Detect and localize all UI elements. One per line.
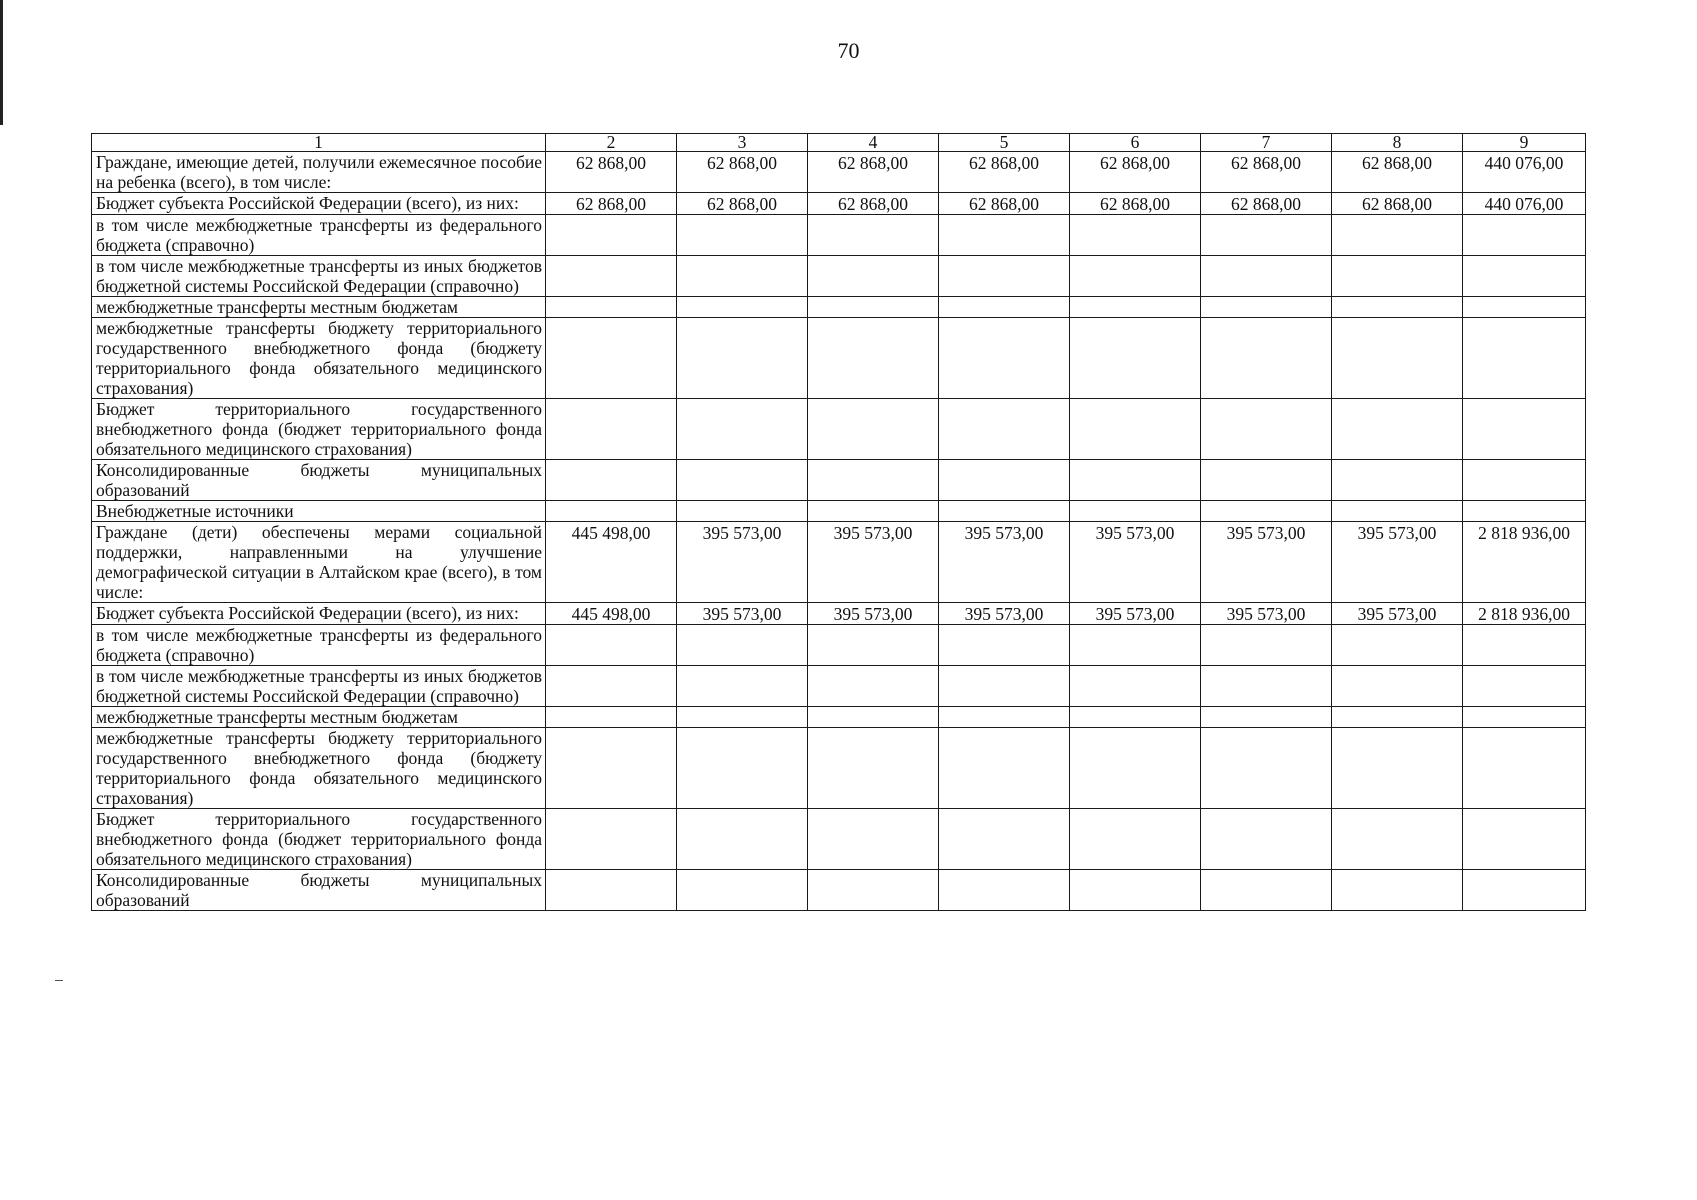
value-cell — [677, 399, 808, 460]
value-cell: 395 573,00 — [939, 603, 1070, 625]
value-cell — [1463, 318, 1586, 399]
row-label: Граждане (дети) обеспечены мерами социальной поддержки, направленными на улучшение демографической ситуации в Алтайском крае (всего), в том числе: — [92, 522, 546, 603]
value-cell — [1463, 399, 1586, 460]
value-cell — [546, 501, 677, 522]
value-cell — [808, 809, 939, 870]
value-cell: 62 868,00 — [1070, 152, 1201, 193]
value-cell — [939, 728, 1070, 809]
row-label: в том числе межбюджетные трансферты из федерального бюджета (справочно) — [92, 215, 546, 256]
value-cell — [1332, 870, 1463, 911]
value-cell — [1201, 297, 1332, 318]
value-cell: 395 573,00 — [1332, 603, 1463, 625]
header-cell: 1 — [92, 134, 546, 152]
value-cell — [546, 318, 677, 399]
value-cell: 62 868,00 — [546, 152, 677, 193]
value-cell: 440 076,00 — [1463, 193, 1586, 215]
table-row — [92, 460, 1586, 501]
value-cell: 62 868,00 — [1201, 193, 1332, 215]
value-cell — [1332, 625, 1463, 666]
value-cell: 395 573,00 — [808, 603, 939, 625]
value-cell: 62 868,00 — [546, 193, 677, 215]
header-row — [92, 134, 1586, 152]
value-cell — [1463, 256, 1586, 297]
value-cell — [1332, 809, 1463, 870]
value-cell: 2 818 936,00 — [1463, 603, 1586, 625]
value-cell — [1070, 399, 1201, 460]
table-body — [92, 152, 1586, 911]
value-cell — [677, 666, 808, 707]
value-cell — [1201, 728, 1332, 809]
value-cell — [1070, 318, 1201, 399]
value-cell: 62 868,00 — [1070, 193, 1201, 215]
value-cell — [1070, 460, 1201, 501]
value-cell: 395 573,00 — [1070, 522, 1201, 603]
table-row — [92, 603, 1586, 625]
value-cell — [808, 870, 939, 911]
value-cell — [677, 215, 808, 256]
table-row — [92, 215, 1586, 256]
value-cell — [1201, 501, 1332, 522]
header-cell: 2 — [546, 134, 677, 152]
value-cell — [939, 215, 1070, 256]
header-cell: 5 — [939, 134, 1070, 152]
value-cell — [1332, 215, 1463, 256]
value-cell: 62 868,00 — [1332, 193, 1463, 215]
header-cell: 7 — [1201, 134, 1332, 152]
value-cell — [1070, 256, 1201, 297]
scan-stray-mark — [55, 980, 63, 981]
row-label: в том числе межбюджетные трансферты из иных бюджетов бюджетной системы Российской Федерации (справочно) — [92, 666, 546, 707]
value-cell — [1332, 318, 1463, 399]
value-cell — [1332, 297, 1463, 318]
value-cell: 395 573,00 — [1201, 603, 1332, 625]
value-cell — [1332, 501, 1463, 522]
value-cell — [1070, 707, 1201, 728]
value-cell: 62 868,00 — [1332, 152, 1463, 193]
value-cell — [1201, 809, 1332, 870]
header-cell: 8 — [1332, 134, 1463, 152]
value-cell — [677, 870, 808, 911]
value-cell — [1070, 809, 1201, 870]
value-cell: 62 868,00 — [1201, 152, 1332, 193]
page-number: 70 — [837, 38, 860, 63]
header-cell: 9 — [1463, 134, 1586, 152]
value-cell — [1070, 666, 1201, 707]
row-label: Бюджет территориального государственного внебюджетного фонда (бюджет территориального фонда обязательного медицинского страхования) — [92, 399, 546, 460]
value-cell — [546, 666, 677, 707]
value-cell — [1463, 666, 1586, 707]
value-cell — [677, 625, 808, 666]
value-cell — [546, 809, 677, 870]
value-cell — [939, 460, 1070, 501]
value-cell: 62 868,00 — [677, 152, 808, 193]
header-cell: 3 — [677, 134, 808, 152]
value-cell — [546, 625, 677, 666]
value-cell — [1070, 870, 1201, 911]
value-cell — [677, 707, 808, 728]
value-cell — [546, 297, 677, 318]
value-cell — [808, 256, 939, 297]
value-cell — [939, 256, 1070, 297]
table-row — [92, 318, 1586, 399]
value-cell — [1463, 809, 1586, 870]
value-cell — [808, 707, 939, 728]
row-label: Бюджет субъекта Российской Федерации (всего), из них: — [92, 193, 546, 215]
value-cell — [1332, 399, 1463, 460]
value-cell — [1463, 297, 1586, 318]
value-cell — [1201, 666, 1332, 707]
value-cell — [1463, 870, 1586, 911]
value-cell: 395 573,00 — [1332, 522, 1463, 603]
value-cell: 395 573,00 — [1201, 522, 1332, 603]
value-cell — [939, 501, 1070, 522]
value-cell — [677, 318, 808, 399]
value-cell — [1201, 318, 1332, 399]
value-cell — [939, 666, 1070, 707]
value-cell — [1463, 728, 1586, 809]
value-cell — [677, 297, 808, 318]
value-cell — [546, 707, 677, 728]
value-cell: 445 498,00 — [546, 603, 677, 625]
value-cell — [1463, 501, 1586, 522]
value-cell: 62 868,00 — [939, 152, 1070, 193]
value-cell: 395 573,00 — [939, 522, 1070, 603]
value-cell — [1201, 256, 1332, 297]
table-row — [92, 707, 1586, 728]
row-label: Консолидированные бюджеты муниципальных образований — [92, 460, 546, 501]
value-cell — [1332, 666, 1463, 707]
value-cell — [677, 256, 808, 297]
value-cell — [1201, 399, 1332, 460]
value-cell: 395 573,00 — [677, 522, 808, 603]
value-cell — [808, 728, 939, 809]
row-label: межбюджетные трансферты бюджету территориального государственного внебюджетного фонда (бюджету территориального фонда обязательного медицинского страхования) — [92, 728, 546, 809]
row-label: Бюджет субъекта Российской Федерации (всего), из них: — [92, 603, 546, 625]
value-cell — [939, 707, 1070, 728]
value-cell — [1332, 256, 1463, 297]
value-cell — [808, 460, 939, 501]
value-cell — [1463, 215, 1586, 256]
value-cell — [1070, 501, 1201, 522]
value-cell — [808, 501, 939, 522]
row-label: межбюджетные трансферты бюджету территориального государственного внебюджетного фонда (бюджету территориального фонда обязательного медицинского страхования) — [92, 318, 546, 399]
value-cell — [1332, 707, 1463, 728]
row-label: Консолидированные бюджеты муниципальных образований — [92, 870, 546, 911]
table-row — [92, 728, 1586, 809]
value-cell — [546, 728, 677, 809]
value-cell: 440 076,00 — [1463, 152, 1586, 193]
value-cell — [808, 625, 939, 666]
value-cell — [677, 809, 808, 870]
value-cell — [546, 399, 677, 460]
table-row — [92, 152, 1586, 193]
value-cell — [1201, 215, 1332, 256]
value-cell — [677, 501, 808, 522]
header-cell: 6 — [1070, 134, 1201, 152]
value-cell — [808, 215, 939, 256]
value-cell — [546, 870, 677, 911]
row-label: межбюджетные трансферты местным бюджетам — [92, 297, 546, 318]
value-cell — [1070, 625, 1201, 666]
value-cell — [546, 215, 677, 256]
row-label: Внебюджетные источники — [92, 501, 546, 522]
value-cell: 62 868,00 — [808, 152, 939, 193]
row-label: Граждане, имеющие детей, получили ежемесячное пособие на ребенка (всего), в том числе: — [92, 152, 546, 193]
table-row — [92, 625, 1586, 666]
value-cell — [1201, 870, 1332, 911]
value-cell — [808, 297, 939, 318]
value-cell — [939, 399, 1070, 460]
value-cell — [677, 728, 808, 809]
value-cell: 62 868,00 — [939, 193, 1070, 215]
row-label: в том числе межбюджетные трансферты из иных бюджетов бюджетной системы Российской Федерации (справочно) — [92, 256, 546, 297]
value-cell — [1332, 460, 1463, 501]
table-row — [92, 522, 1586, 603]
value-cell: 62 868,00 — [677, 193, 808, 215]
table-row — [92, 193, 1586, 215]
row-label: Бюджет территориального государственного внебюджетного фонда (бюджет территориального фонда обязательного медицинского страхования) — [92, 809, 546, 870]
value-cell — [1070, 297, 1201, 318]
value-cell — [1070, 728, 1201, 809]
row-label: в том числе межбюджетные трансферты из федерального бюджета (справочно) — [92, 625, 546, 666]
table-row — [92, 501, 1586, 522]
table-row — [92, 297, 1586, 318]
value-cell: 2 818 936,00 — [1463, 522, 1586, 603]
header-cell: 4 — [808, 134, 939, 152]
value-cell — [808, 399, 939, 460]
table-row — [92, 809, 1586, 870]
value-cell: 395 573,00 — [677, 603, 808, 625]
value-cell — [1463, 460, 1586, 501]
value-cell: 395 573,00 — [1070, 603, 1201, 625]
value-cell — [1201, 707, 1332, 728]
value-cell — [546, 460, 677, 501]
value-cell — [939, 870, 1070, 911]
value-cell — [808, 318, 939, 399]
value-cell — [1463, 707, 1586, 728]
value-cell: 445 498,00 — [546, 522, 677, 603]
table-row — [92, 256, 1586, 297]
value-cell — [546, 256, 677, 297]
value-cell — [808, 666, 939, 707]
value-cell — [1332, 728, 1463, 809]
table-row — [92, 870, 1586, 911]
table-row — [92, 666, 1586, 707]
value-cell: 62 868,00 — [808, 193, 939, 215]
value-cell — [939, 297, 1070, 318]
value-cell — [1463, 625, 1586, 666]
value-cell — [939, 318, 1070, 399]
table-row — [92, 399, 1586, 460]
value-cell — [1201, 625, 1332, 666]
row-label: межбюджетные трансферты местным бюджетам — [92, 707, 546, 728]
value-cell — [1201, 460, 1332, 501]
value-cell — [939, 625, 1070, 666]
value-cell — [677, 460, 808, 501]
value-cell — [939, 809, 1070, 870]
value-cell: 395 573,00 — [808, 522, 939, 603]
value-cell — [1070, 215, 1201, 256]
budget-table — [91, 133, 1586, 911]
